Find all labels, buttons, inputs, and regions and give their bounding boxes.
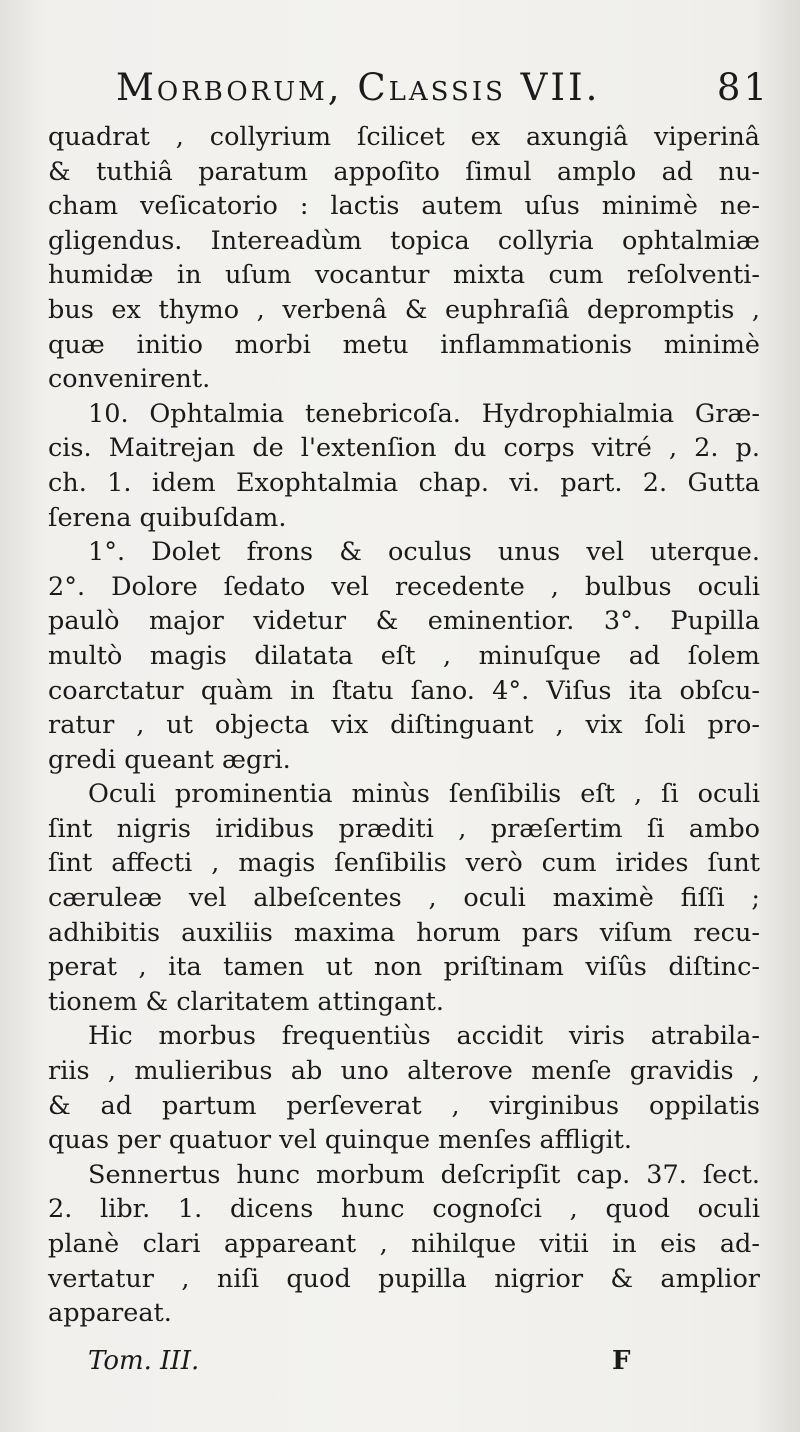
text-line: riis , mulieribus ab uno alterove menſe gravidis , [48,1056,760,1087]
paragraph-p5 [48,1019,760,1157]
text-line: convenirent. [48,364,211,395]
page-body [48,120,760,1331]
text-line: quæ initio morbi metu inflammationis minimè [48,329,760,360]
text-line: quas per quatuor vel quinque menſes affligit. [48,1125,633,1156]
text-line: bus ex thymo , verbenâ & euphraſiâ depromptis , [48,294,760,325]
text-line: ſint nigris iridibus præditi , præſertim ſi ambo [48,813,760,844]
running-title: Morborum, Classis VII. [116,66,601,109]
text-line: adhibitis auxiliis maxima horum pars viſum recu- [48,917,760,948]
text-line: gligendus. Intereadùm topica collyria ophtalmiæ [48,225,760,256]
text-line: vertatur , niſi quod pupilla nigrior & amplior [48,1263,760,1294]
paragraph-p1 [48,120,760,397]
text-line: 2°. Dolore ſedato vel recedente , bulbus oculi [48,571,760,602]
text-line: gredi queant ægri. [48,744,291,775]
text-line: ſerena quibuſdam. [48,502,287,533]
page-number: 81 [716,66,770,109]
text-line: ſint affecti , magis ſenſibilis verò cum irides ſunt [48,848,760,879]
text-line: Oculi prominentia minùs ſenſibilis eſt , ſi oculi [88,779,760,810]
text-line: cis. Maitrejan de l'extenſion du corps vitré , 2. p. [48,433,760,464]
text-line: 2. libr. 1. dicens hunc cognoſci , quod oculi [48,1194,760,1225]
text-line: multò magis dilatata eſt , minuſque ad ſolem [48,640,760,671]
text-line: planè clari appareant , nihilque vitii in eis ad- [48,1229,760,1259]
text-line: coarctatur quàm in ſtatu ſano. 4°. Viſus ita obſcu- [48,675,760,706]
signature-mark: F [612,1346,631,1376]
text-line: Sennertus hunc morbum deſcripſit cap. 37. ſect. [88,1159,760,1190]
text-line: 10. Ophtalmia tenebricoſa. Hydrophialmia Græ- [88,398,760,429]
text-line: 1°. Dolet frons & oculus unus vel uterque. [88,537,760,568]
text-line: & ad partum perſeverat , virginibus oppilatis [48,1090,760,1121]
paragraph-p4 [48,777,760,1019]
text-line: paulò major videtur & eminentior. 3°. Pupilla [48,606,760,637]
text-line: & tuthiâ paratum appoſito ſimul amplo ad nu- [48,156,760,187]
paragraph-p2 [48,397,760,535]
text-line: ratur , ut objecta vix diſtinguant , vix ſoli pro- [48,710,760,741]
text-line: cham veſicatorio : lactis autem uſus minimè ne- [48,191,760,222]
running-header [116,66,776,122]
volume-marker: Tom. III. [88,1346,200,1376]
text-line: cæruleæ vel albeſcentes , oculi maximè fiſſi ; [48,883,760,914]
text-line: humidæ in uſum vocantur mixta cum reſolventi- [48,260,760,291]
text-line: tionem & claritatem attingant. [48,986,444,1017]
text-line: appareat. [48,1298,172,1329]
paragraph-p6 [48,1158,760,1331]
paragraph-p3 [48,535,760,777]
text-line: ch. 1. idem Exophtalmia chap. vi. part. 2. Gutta [48,467,760,498]
text-line: perat , ita tamen ut non priſtinam viſûs diſtinc- [48,952,760,983]
text-line: quadrat , collyrium ſcilicet ex axungiâ viperinâ [48,122,760,152]
text-line: Hic morbus frequentiùs accidit viris atrabila- [88,1021,760,1052]
